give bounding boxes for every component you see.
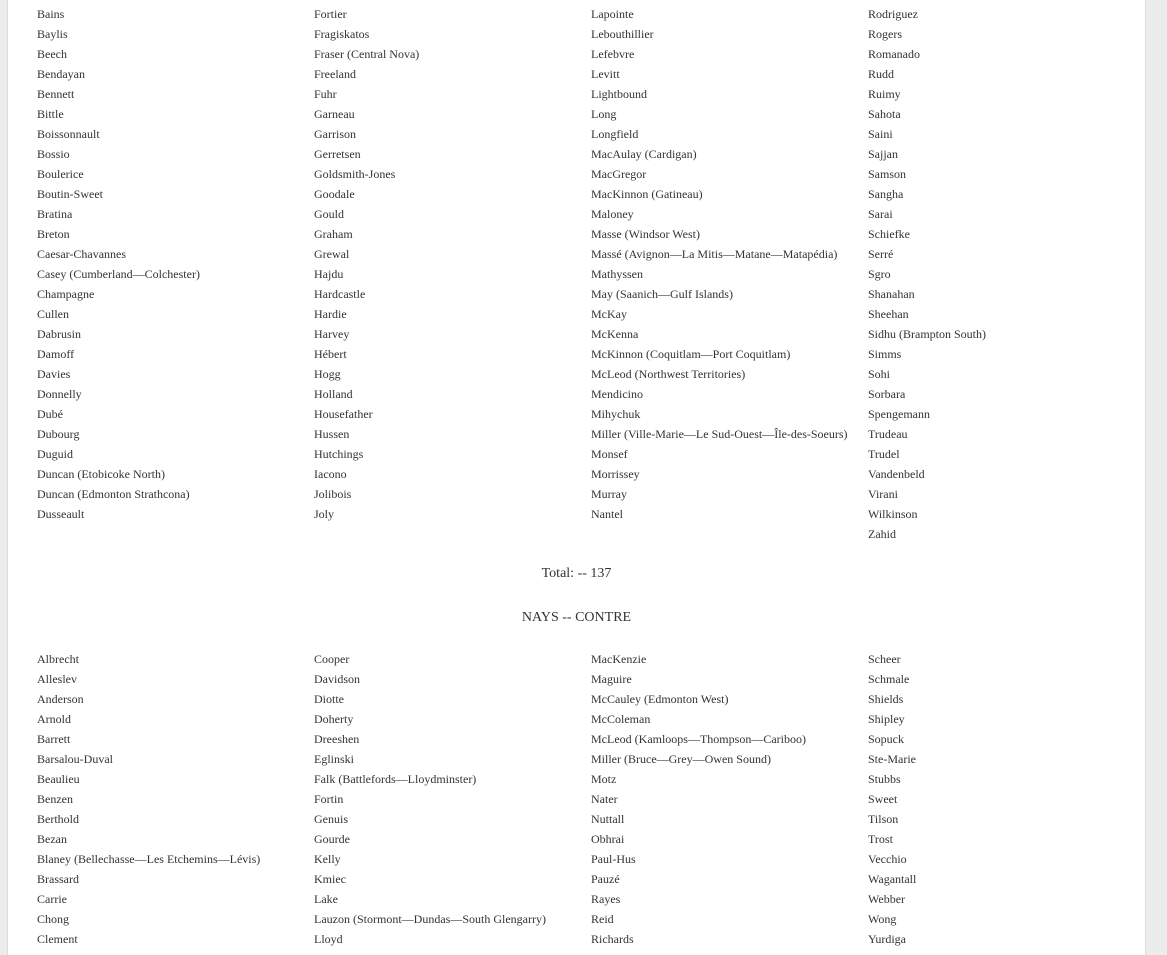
member-name: Dubé xyxy=(37,407,63,421)
member-name: Freeland xyxy=(314,67,356,81)
member-name: Beaulieu xyxy=(37,772,80,786)
member-name: Wong xyxy=(868,912,897,926)
member-name: Scheer xyxy=(868,652,901,666)
member-name: Lake xyxy=(314,892,338,906)
member-name: Lightbound xyxy=(591,87,647,101)
member-name: Kelly xyxy=(314,852,341,866)
member-name: Gerretsen xyxy=(314,147,361,161)
member-name: Dreeshen xyxy=(314,732,360,746)
member-name: Murray xyxy=(591,487,627,501)
member-name: McCauley (Edmonton West) xyxy=(591,692,729,706)
member-name: MacAulay (Cardigan) xyxy=(591,147,697,161)
member-name: Duncan (Edmonton Strathcona) xyxy=(37,487,190,501)
member-name: Maloney xyxy=(591,207,634,221)
member-name: Webber xyxy=(868,892,906,906)
member-name: Nater xyxy=(591,792,618,806)
member-name: Duguid xyxy=(37,447,73,461)
member-name: Masse (Windsor West) xyxy=(591,227,700,241)
member-name: Wilkinson xyxy=(868,507,918,521)
member-name: McKay xyxy=(591,307,627,321)
member-name: Sarai xyxy=(868,207,893,221)
member-name: Sangha xyxy=(868,187,904,201)
member-name: Carrie xyxy=(37,892,67,906)
member-name: Fragiskatos xyxy=(314,27,370,41)
member-name: Sidhu (Brampton South) xyxy=(868,327,987,341)
member-name: Rayes xyxy=(591,892,621,906)
member-name: Massé (Avignon—La Mitis—Matane—Matapédia) xyxy=(591,247,838,261)
member-name: Rodriguez xyxy=(868,7,918,21)
yeas-column-2 xyxy=(314,4,591,544)
member-name: McLeod (Kamloops—Thompson—Cariboo) xyxy=(591,732,806,746)
member-name: McKenna xyxy=(591,327,639,341)
member-name: Tilson xyxy=(868,812,899,826)
member-name: Benzen xyxy=(37,792,73,806)
member-name: Paul-Hus xyxy=(591,852,636,866)
member-name: Garrison xyxy=(314,127,356,141)
member-name: Garneau xyxy=(314,107,355,121)
member-name: Breton xyxy=(37,227,70,241)
member-name: Berthold xyxy=(37,812,79,826)
member-name: Miller (Ville-Marie—Le Sud-Ouest—Île-des-Soeurs) xyxy=(591,427,848,441)
member-name: Lloyd xyxy=(314,932,343,946)
member-name: Wagantall xyxy=(868,872,917,886)
member-name: Eglinski xyxy=(314,752,355,766)
member-name: Serré xyxy=(868,247,894,261)
member-name: Hardie xyxy=(314,307,347,321)
member-name: Richards xyxy=(591,932,634,946)
member-name: Hogg xyxy=(314,367,341,381)
member-name: Lauzon (Stormont—Dundas—South Glengarry) xyxy=(314,912,546,926)
member-name: Falk (Battlefords—Lloydminster) xyxy=(314,772,477,786)
member-name: Holland xyxy=(314,387,353,401)
member-name: Dabrusin xyxy=(37,327,81,341)
member-name: Dubourg xyxy=(37,427,80,441)
member-name: Iacono xyxy=(314,467,347,481)
member-name: Mathyssen xyxy=(591,267,643,281)
member-name: Bains xyxy=(37,7,65,21)
member-name: Sheehan xyxy=(868,307,909,321)
member-name: Yurdiga xyxy=(868,932,906,946)
nays-member-list xyxy=(37,649,1145,949)
member-name: Cullen xyxy=(37,307,69,321)
member-name: Anderson xyxy=(37,692,84,706)
member-name: Ste-Marie xyxy=(868,752,916,766)
member-name: Simms xyxy=(868,347,902,361)
member-name: Sopuck xyxy=(868,732,904,746)
member-name: Nuttall xyxy=(591,812,625,826)
member-name: Bittle xyxy=(37,107,64,121)
member-name: Caesar-Chavannes xyxy=(37,247,127,261)
member-name: Nantel xyxy=(591,507,623,521)
member-name: Hajdu xyxy=(314,267,344,281)
nays-column-4 xyxy=(868,649,1145,949)
member-name: Samson xyxy=(868,167,907,181)
member-name: Fortier xyxy=(314,7,347,21)
member-name: McKinnon (Coquitlam—Port Coquitlam) xyxy=(591,347,791,361)
member-name: Blaney (Bellechasse—Les Etchemins—Lévis) xyxy=(37,852,261,866)
member-name: Champagne xyxy=(37,287,95,301)
member-name: Gourde xyxy=(314,832,350,846)
member-name: Sahota xyxy=(868,107,901,121)
member-name: Dusseault xyxy=(37,507,85,521)
member-name: Shields xyxy=(868,692,904,706)
member-name: Stubbs xyxy=(868,772,901,786)
member-name: Chong xyxy=(37,912,70,926)
member-name: Harvey xyxy=(314,327,350,341)
yeas-column-3 xyxy=(591,4,868,544)
member-name: Spengemann xyxy=(868,407,930,421)
member-name: Damoff xyxy=(37,347,75,361)
member-name: Barrett xyxy=(37,732,71,746)
member-name: Grewal xyxy=(314,247,350,261)
yeas-column-1 xyxy=(37,4,314,544)
member-name: Duncan (Etobicoke North) xyxy=(37,467,165,481)
nays-column-3 xyxy=(591,649,868,949)
member-name: Fuhr xyxy=(314,87,337,101)
member-name: Trudeau xyxy=(868,427,908,441)
member-name: Morrissey xyxy=(591,467,640,481)
vote-record-page xyxy=(7,0,1146,955)
member-name: Schmale xyxy=(868,672,910,686)
yeas-column-4 xyxy=(868,4,1145,544)
member-name: Hutchings xyxy=(314,447,364,461)
member-name: Genuis xyxy=(314,812,348,826)
member-name: Bendayan xyxy=(37,67,85,81)
member-name: Bossio xyxy=(37,147,70,161)
member-name: Gould xyxy=(314,207,344,221)
nays-column-2 xyxy=(314,649,591,949)
member-name: McColeman xyxy=(591,712,651,726)
member-name: Davidson xyxy=(314,672,360,686)
member-name: Mendicino xyxy=(591,387,643,401)
member-name: Bratina xyxy=(37,207,73,221)
member-name: Barsalou-Duval xyxy=(37,752,113,766)
member-name: Hébert xyxy=(314,347,347,361)
member-name: Sorbara xyxy=(868,387,906,401)
member-name: Lapointe xyxy=(591,7,634,21)
member-name: Jolibois xyxy=(314,487,352,501)
member-name: MacKenzie xyxy=(591,652,647,666)
member-name: Brassard xyxy=(37,872,79,886)
member-name: Joly xyxy=(314,507,335,521)
member-name: Saini xyxy=(868,127,893,141)
member-name: Shipley xyxy=(868,712,905,726)
member-name: Obhrai xyxy=(591,832,625,846)
member-name: Boissonnault xyxy=(37,127,100,141)
member-name: Levitt xyxy=(591,67,620,81)
member-name: Longfield xyxy=(591,127,639,141)
member-name: Boulerice xyxy=(37,167,84,181)
member-name: Shanahan xyxy=(868,287,915,301)
member-name: Beech xyxy=(37,47,67,61)
member-name: Vecchio xyxy=(868,852,907,866)
member-name: Cooper xyxy=(314,652,350,666)
member-name: Doherty xyxy=(314,712,354,726)
member-name: Donnelly xyxy=(37,387,82,401)
member-name: Rudd xyxy=(868,67,895,81)
yeas-member-list xyxy=(37,4,1145,544)
member-name: Hussen xyxy=(314,427,350,441)
member-name: Goodale xyxy=(314,187,355,201)
member-name: Romanado xyxy=(868,47,920,61)
nays-column-1 xyxy=(37,649,314,949)
member-name: Lefebvre xyxy=(591,47,635,61)
member-name: Alleslev xyxy=(37,672,77,686)
member-name: Bennett xyxy=(37,87,75,101)
member-name: Baylis xyxy=(37,27,68,41)
member-name: Lebouthillier xyxy=(591,27,654,41)
member-name: Vandenbeld xyxy=(868,467,925,481)
member-name: Trost xyxy=(868,832,893,846)
member-name: Hardcastle xyxy=(314,287,366,301)
member-name: Sohi xyxy=(868,367,891,381)
member-name: Graham xyxy=(314,227,353,241)
member-name: Diotte xyxy=(314,692,344,706)
member-name: Long xyxy=(591,107,617,121)
member-name: Sajjan xyxy=(868,147,898,161)
member-name: Bezan xyxy=(37,832,67,846)
member-name: Virani xyxy=(868,487,898,501)
member-name: Albrecht xyxy=(37,652,79,666)
member-name: MacKinnon (Gatineau) xyxy=(591,187,703,201)
member-name: Mihychuk xyxy=(591,407,641,421)
member-name: Maguire xyxy=(591,672,632,686)
nays-heading: NAYS -- CONTRE xyxy=(521,610,632,625)
yeas-total: Total: -- 137 xyxy=(541,566,612,581)
member-name: Sweet xyxy=(868,792,898,806)
member-name: Clement xyxy=(37,932,78,946)
member-name: Trudel xyxy=(868,447,900,461)
member-name: Motz xyxy=(591,772,617,786)
member-name: MacGregor xyxy=(591,167,647,181)
member-name: Reid xyxy=(591,912,614,926)
member-name: Sgro xyxy=(868,267,891,281)
member-name: Kmiec xyxy=(314,872,346,886)
member-name: Boutin-Sweet xyxy=(37,187,103,201)
member-name: McLeod (Northwest Territories) xyxy=(591,367,746,381)
member-name: Casey (Cumberland—Colchester) xyxy=(37,267,200,281)
member-name: Rogers xyxy=(868,27,902,41)
member-name: Monsef xyxy=(591,447,628,461)
member-name: Davies xyxy=(37,367,71,381)
member-name: Fortin xyxy=(314,792,344,806)
member-name: Zahid xyxy=(868,527,896,541)
member-name: Housefather xyxy=(314,407,373,421)
member-name: May (Saanich—Gulf Islands) xyxy=(591,287,733,301)
member-name: Miller (Bruce—Grey—Owen Sound) xyxy=(591,752,771,766)
member-name: Fraser (Central Nova) xyxy=(314,47,420,61)
member-name: Schiefke xyxy=(868,227,910,241)
member-name: Arnold xyxy=(37,712,71,726)
member-name: Ruimy xyxy=(868,87,901,101)
member-name: Goldsmith-Jones xyxy=(314,167,396,181)
member-name: Pauzé xyxy=(591,872,620,886)
